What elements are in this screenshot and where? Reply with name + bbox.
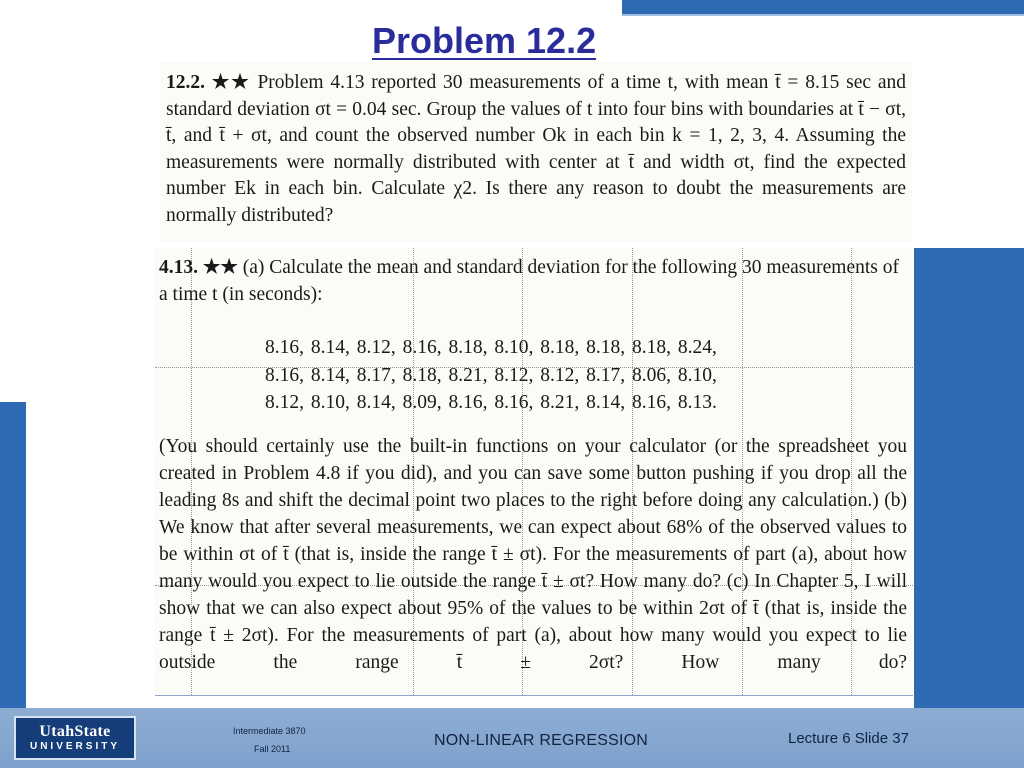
top-accent-bar (622, 0, 1024, 14)
problem-4-13-intro-text: (a) Calculate the mean and standard deviation for the following 30 measurements of a time t (in seconds): (159, 257, 899, 305)
measurement-row: 8.16, 8.14, 8.17, 8.18, 8.21, 8.12, 8.12, 8.17, 8.06, 8.10, (265, 364, 717, 386)
topic-label: NON-LINEAR REGRESSION (434, 732, 649, 749)
right-accent-bar (914, 248, 1024, 708)
slide-title: Problem 12.2 (372, 20, 597, 61)
course-label: Intermediate 3870 (233, 726, 306, 736)
lecture-slide-label: Lecture 6 Slide 37 (788, 730, 909, 747)
top-accent-line (622, 14, 1024, 16)
measurement-row: 8.16, 8.14, 8.12, 8.16, 8.18, 8.10, 8.18, 8.18, 8.18, 8.24, (265, 337, 717, 358)
measurement-row: 8.12, 8.10, 8.14, 8.09, 8.16, 8.16, 8.21, 8.14, 8.16, 8.13. (265, 392, 717, 413)
term-label: Fall 2011 (254, 744, 291, 754)
problem-12-2-number: 12.2. ★★ (166, 72, 251, 93)
university-logo (14, 716, 136, 760)
problem-4-13-body: (You should certainly use the built-in functions on your calculator (or the spreadsheet you created in Problem 4.8 if you did), and you can save some button pushing if you drop all the leading 8s and shift the decimal point two places to the right before doing any calculation.) (b) We know that after several measurements, we can expect about 68% of the observed values to be within σt of t̄ (that is, inside the range t̄ ± σt). For the measurements of part (a), about how many would you expect to lie outside the range t̄ ± σt? How many do? (c) In Chapter 5, I will show that we can also expect about 95% of the values to be within 2σt of t̄ (that is, inside the range t̄ ± 2σt). For the measurements of part (a), about how many would you expect to lie outside the range t̄ ± 2σt? How many do? (159, 435, 907, 673)
problem-12-2-scan (160, 62, 912, 242)
slide-footer (0, 708, 1024, 768)
logo-line-2: UNIVERSITY (29, 741, 120, 752)
problem-12-2-paragraph (166, 70, 906, 230)
problem-4-13-scan (155, 248, 913, 696)
left-accent-bar (0, 402, 26, 708)
problem-4-13-number: 4.13. ★★ (159, 257, 238, 278)
measurement-data (265, 334, 907, 417)
logo-line-1: UtahState (39, 723, 111, 740)
problem-4-13-intro (159, 254, 907, 308)
problem-12-2-text: Problem 4.13 reported 30 measurements of a time t, with mean t̄ = 8.15 sec and standard deviation σt = 0.04 sec. Group the values of t into four bins with boundaries at t̄ − σt, t̄, and t̄ + σt, and count the observed number Ok in each bin k = 1, 2, 3, 4. Assuming the measurements were normally distributed with center at t̄ and width σt, find the expected number Ek in each bin. Calculate χ2. Is there any reason to doubt the measurements are normally distributed? (166, 72, 907, 226)
